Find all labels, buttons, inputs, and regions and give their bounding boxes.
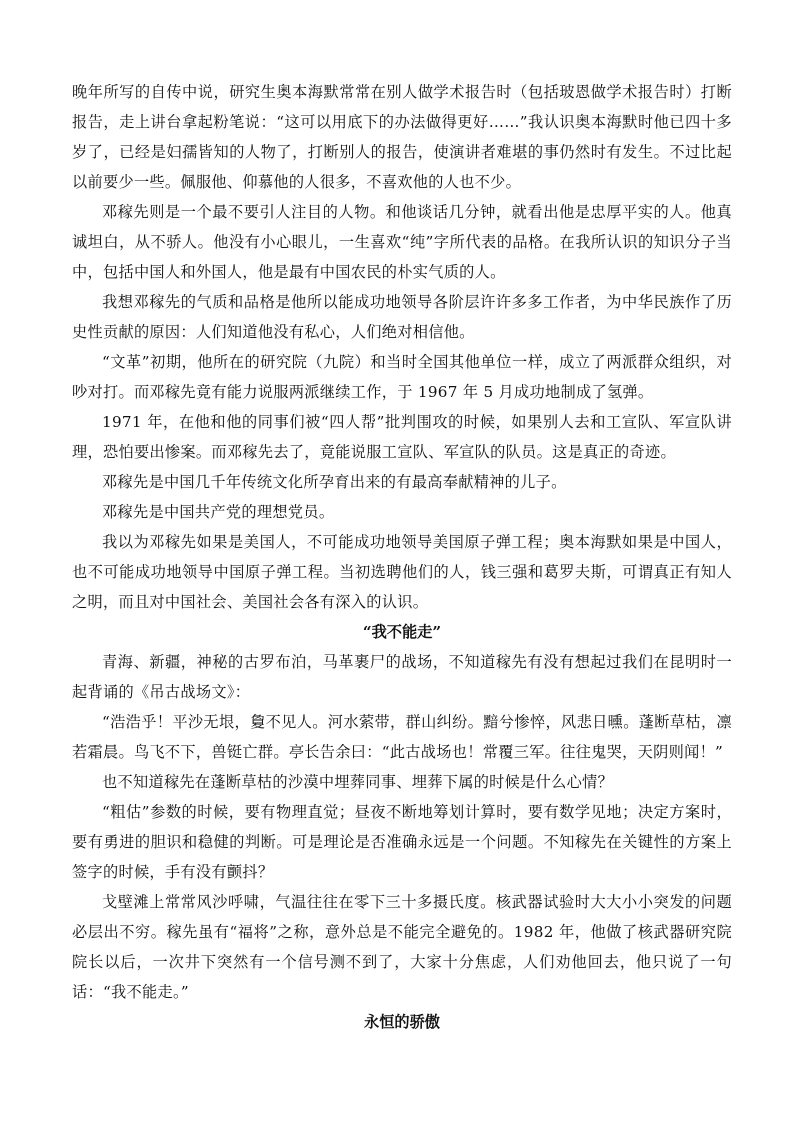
quoted-passage: “浩浩乎！平沙无垠，敻不见人。河水萦带，群山纠纷。黯兮惨悴，风悲日曛。蓬断草枯，凛若霜晨。鸟飞不下，兽铤亡群。亭长告余曰：“此古战场也！常覆三军。往往鬼哭，天阴则闻！” [72,713,732,761]
paragraph: 晚年所写的自传中说，研究生奥本海默常常在别人做学术报告时（包括玻恩做学术报告时）打断报告，走上讲台拿起粉笔说：“这可以用底下的办法做得更好……”我认识奥本海默时他已四十多岁了，已经是妇孺皆知的人物了，打断别人的报告，使演讲者难堪的事仍然时有发生。不过比起以前要少一些。佩服他、仰慕他的人很多，不喜欢他的人也不少。 [72,83,732,191]
paragraph: 1971 年，在他和他的同事们被“四人帮”批判围攻的时候，如果别人去和工宣队、军宣队讲理，恐怕要出惨案。而邓稼先去了，竟能说服工宣队、军宣队的队员。这是真正的奇迹。 [72,413,732,461]
paragraph: 我想邓稼先的气质和品格是他所以能成功地领导各阶层许许多多工作者，为中华民族作了历史性贡献的原因：人们知道他没有私心，人们绝对相信他。 [72,293,732,341]
section-heading: 永恒的骄傲 [364,1013,440,1031]
paragraph: “文革”初期，他所在的研究院（九院）和当时全国其他单位一样，成立了两派群众组织，对吵对打。而邓稼先竟有能力说服两派继续工作，于 1967 年 5 月成功地制成了氢弹。 [72,353,732,401]
paragraph: 邓稼先是中国共产党的理想党员。 [102,503,335,521]
paragraph: 也不知道稼先在蓬断草枯的沙漠中埋葬同事、埋葬下属的时候是什么心情？ [102,773,614,791]
paragraph: “粗估”参数的时候，要有物理直觉；昼夜不断地筹划计算时，要有数学见地；决定方案时，要有勇进的胆识和稳健的判断。可是理论是否准确永远是一个问题。不知稼先在关键性的方案上签字的时候，手有没有颤抖？ [72,803,732,881]
paragraph: 邓稼先则是一个最不要引人注目的人物。和他谈话几分钟，就看出他是忠厚平实的人。他真诚坦白，从不骄人。他没有小心眼儿，一生喜欢“纯”字所代表的品格。在我所认识的知识分子当中，包括中国人和外国人，他是最有中国农民的朴实气质的人。 [72,203,732,281]
paragraph: 青海、新疆，神秘的古罗布泊，马革裹尸的战场，不知道稼先有没有想起过我们在昆明时一起背诵的《吊古战场文》： [72,653,732,701]
paragraph: 邓稼先是中国几千年传统文化所孕育出来的有最高奉献精神的儿子。 [102,473,567,491]
paragraph: 我以为邓稼先如果是美国人，不可能成功地领导美国原子弹工程；奥本海默如果是中国人，也不可能成功地领导中国原子弹工程。当初选聘他们的人，钱三强和葛罗夫斯，可谓真正有知人之明，而且对中国社会、美国社会各有深入的认识。 [72,533,732,611]
document-page [72,77,732,1037]
section-heading: “我不能走” [362,623,442,641]
paragraph: 戈壁滩上常常风沙呼啸，气温往往在零下三十多摄氏度。核武器试验时大大小小突发的问题必层出不穷。稼先虽有“福将”之称，意外总是不能完全避免的。1982 年，他做了核武器研究院院长以后，一次井下突然有一个信号测不到了，大家十分焦虑，人们劝他回去，他只说了一句话：“我不能走。” [72,893,732,1001]
